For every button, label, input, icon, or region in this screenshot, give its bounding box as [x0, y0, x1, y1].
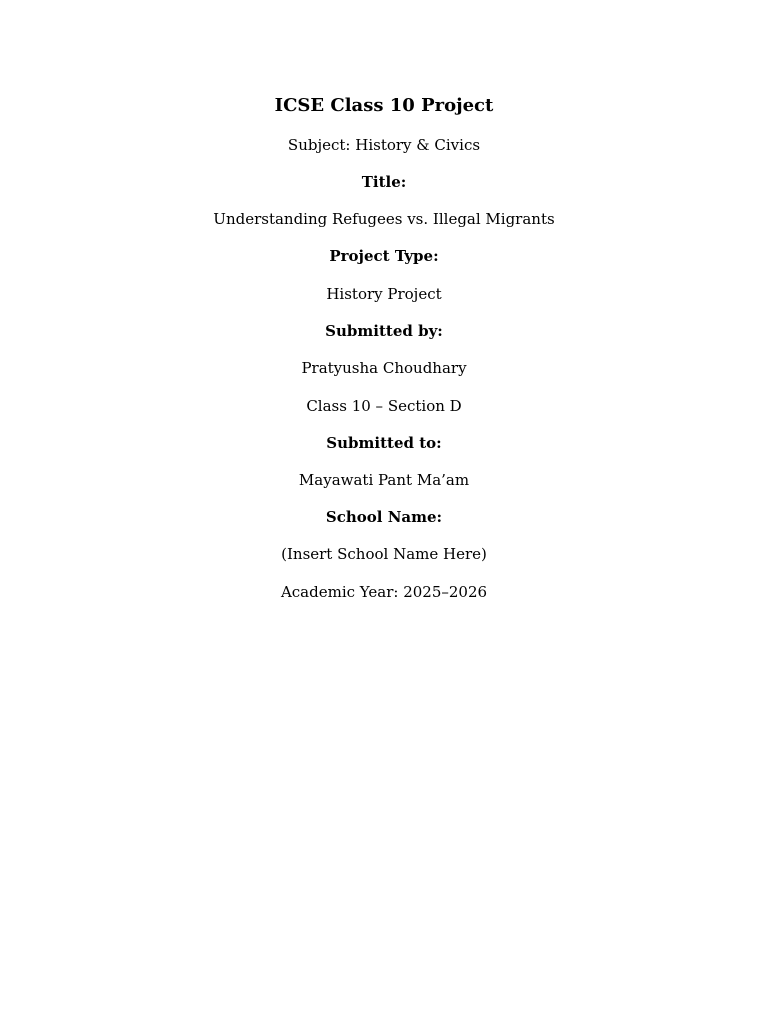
student-class: Class 10 – Section D: [306, 397, 462, 415]
submitted-by-label: Submitted by:: [325, 322, 443, 340]
school-name-label: School Name:: [325, 508, 443, 526]
project-type-value: History Project: [326, 285, 442, 303]
subject-line: Subject: History & Civics: [287, 136, 481, 154]
student-name: Pratyusha Choudhary: [301, 359, 467, 377]
project-type-label: Project Type:: [329, 247, 439, 265]
title-label: Title:: [361, 173, 407, 191]
teacher-name: Mayawati Pant Ma’am: [298, 471, 470, 489]
school-name-value: (Insert School Name Here): [281, 545, 487, 563]
title-value: Understanding Refugees vs. Illegal Migrants: [213, 210, 555, 228]
academic-year: Academic Year: 2025–2026: [280, 583, 488, 601]
submitted-to-label: Submitted to:: [326, 434, 442, 452]
document-heading: ICSE Class 10 Project: [274, 95, 494, 116]
